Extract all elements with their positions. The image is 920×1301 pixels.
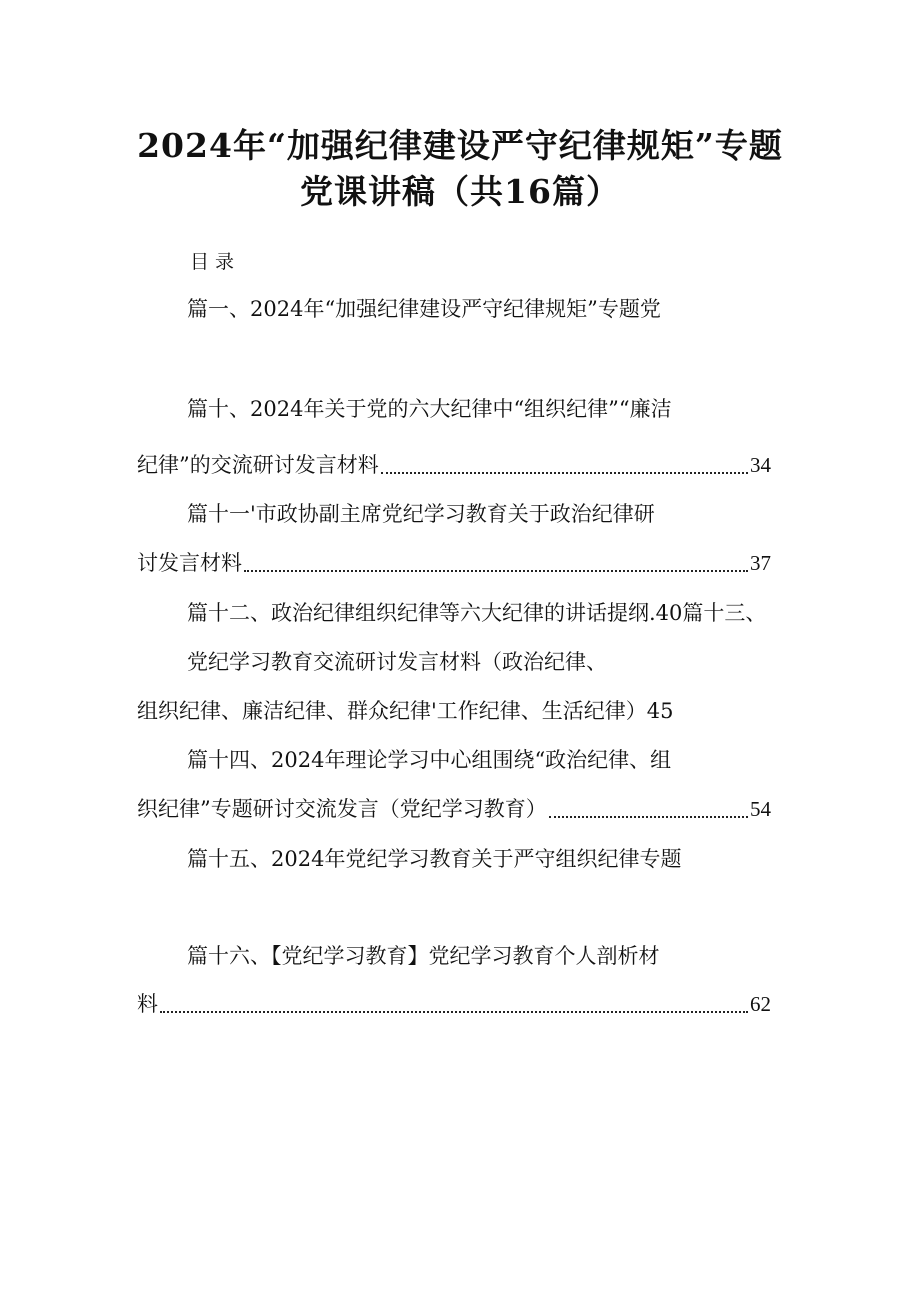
toc-item-14-line-1[interactable]: 篇十四、2024年理论学习中心组围绕“政治纪律、组	[187, 748, 672, 772]
toc-item-13-line-3[interactable]: 组织纪律、廉洁纪律、群众纪律'工作纪律、生活纪律）45	[137, 699, 674, 723]
toc-item-11-line-2[interactable]	[137, 548, 771, 578]
dot-leader	[549, 816, 748, 818]
toc-item-16-line-1[interactable]: 篇十六、【党纪学习教育】党纪学习教育个人剖析材	[187, 944, 660, 968]
toc-item-10-page: 34	[750, 453, 771, 477]
toc-item-15[interactable]: 篇十五、2024年党纪学习教育关于严守组织纪律专题	[187, 847, 682, 871]
toc-item-10-text: 纪律”的交流研讨发言材料	[137, 453, 379, 477]
toc-item-10-line-2[interactable]	[137, 450, 771, 480]
toc-item-1[interactable]: 篇一、2024年“加强纪律建设严守纪律规矩”专题党	[187, 297, 661, 321]
toc-item-11-text: 讨发言材料	[137, 551, 242, 575]
dot-leader	[244, 570, 748, 572]
toc-item-16-text: 料	[137, 992, 158, 1016]
toc-item-14-page: 54	[750, 797, 771, 821]
toc-item-12-13-line-1[interactable]: 篇十二、政治纪律组织纪律等六大纪律的讲话提纲.40篇十三、	[187, 601, 767, 625]
toc-item-16-line-2[interactable]	[137, 989, 771, 1019]
dot-leader	[381, 472, 748, 474]
toc-item-11-line-1[interactable]: 篇十一'市政协副主席党纪学习教育关于政治纪律研	[187, 502, 655, 526]
document-title-line-1: 2024年“加强纪律建设严守纪律规矩”专题	[137, 126, 783, 165]
toc-item-14-line-2[interactable]	[137, 794, 771, 824]
toc-item-10-line-1[interactable]: 篇十、2024年关于党的六大纪律中“组织纪律”“廉洁	[187, 397, 672, 421]
toc-item-11-page: 37	[750, 551, 771, 575]
toc-item-14-text: 织纪律”专题研讨交流发言（党纪学习教育）	[137, 797, 547, 821]
toc-item-16-page: 62	[750, 992, 771, 1016]
dot-leader	[160, 1011, 748, 1013]
document-title-line-2: 党课讲稿（共16篇）	[300, 172, 620, 211]
toc-item-13-line-2[interactable]: 党纪学习教育交流研讨发言材料（政治纪律、	[187, 650, 607, 674]
toc-heading: 目录	[190, 251, 241, 273]
